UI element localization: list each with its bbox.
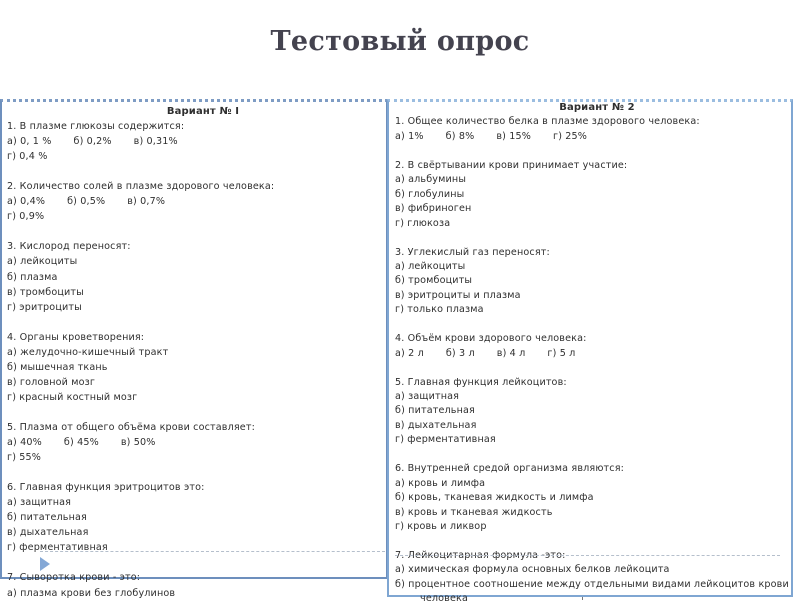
option: в) дыхательная xyxy=(7,527,89,539)
option: г) эритроциты xyxy=(7,301,82,313)
option: г) 5 л xyxy=(547,347,576,359)
option: б) 0,2% xyxy=(73,136,112,148)
v2-q1-options xyxy=(395,130,795,144)
option: б) 45% xyxy=(63,437,99,449)
option: б) глобулины xyxy=(395,188,465,200)
variant-2-heading: Вариант № 2 xyxy=(559,102,635,113)
option: г) ферментативная xyxy=(395,434,496,446)
option: а) 0, 1 % xyxy=(7,136,52,148)
option: б) питательная xyxy=(7,512,87,524)
option: а) лейкоциты xyxy=(7,256,78,268)
option: г) 0,9% xyxy=(7,211,45,223)
play-triangle-icon[interactable] xyxy=(40,557,50,571)
page-title: Тестовый опрос xyxy=(270,26,530,57)
v1-question-6: 6. Главная функция эритроцитов это: xyxy=(7,482,205,494)
option: б) плазма xyxy=(7,271,58,283)
variant-1-content xyxy=(7,104,385,601)
option: в) фибриноген xyxy=(395,203,472,215)
page-break-line xyxy=(395,555,780,556)
option: б) кровь, тканевая жидкость и лимфа xyxy=(395,492,594,504)
option: б) процентное соотношение между отдельными видами лейкоцитов крови xyxy=(395,578,789,590)
v2-question-2: 2. В свёртывании крови принимает участие: xyxy=(395,159,628,171)
option: г) 25% xyxy=(553,130,588,142)
v2-question-3: 3. Углекислый газ переносят: xyxy=(395,246,550,258)
option: г) ферментативная xyxy=(7,542,108,554)
option: а) лейкоциты xyxy=(395,260,466,272)
v2-question-1: 1. Общее количество белка в плазме здорового человека: xyxy=(395,116,700,128)
v2-question-5: 5. Главная функция лейкоцитов: xyxy=(395,376,567,388)
option: г) глюкоза xyxy=(395,217,451,229)
option: а) 40% xyxy=(7,437,42,449)
option: в) головной мозг xyxy=(7,376,96,388)
option: в) 0,31% xyxy=(133,136,178,148)
option: г) 55% xyxy=(7,452,42,464)
option: а) защитная xyxy=(395,391,460,402)
option: б) питательная xyxy=(395,405,475,417)
variant-2-content xyxy=(395,101,795,607)
option: в) 4 л xyxy=(496,347,526,359)
option: а) защитная xyxy=(7,497,72,509)
v1-q1-options xyxy=(7,134,385,149)
option: в) кровь и тканевая жидкость xyxy=(395,506,553,518)
option: б) 3 л xyxy=(445,347,475,359)
option-continuation: человека xyxy=(420,593,469,605)
option: б) 0,5% xyxy=(67,196,106,208)
v1-question-5: 5. Плазма от общего объёма крови составляет: xyxy=(7,421,255,433)
option: в) эритроциты и плазма xyxy=(395,289,521,301)
option: а) плазма крови без глобулинов xyxy=(7,587,176,599)
option: в) 15% xyxy=(496,130,532,142)
v1-question-1: 1. В плазме глюкозы содержится: xyxy=(7,121,185,133)
v1-question-4: 4. Органы кроветворения: xyxy=(7,331,145,343)
option: а) 1% xyxy=(395,130,424,142)
page-break-line xyxy=(40,551,385,552)
option: а) кровь и лимфа xyxy=(395,477,486,489)
option: а) альбумины xyxy=(395,174,467,186)
option: в) дыхательная xyxy=(395,419,477,431)
v1-question-2: 2. Количество солей в плазме здорового человека: xyxy=(7,181,275,193)
variant-1-heading: Вариант № I xyxy=(166,106,240,117)
option: г) только плазма xyxy=(395,304,484,316)
option: б) тромбоциты xyxy=(395,275,473,287)
v2-question-6: 6. Внутренней средой организма являются: xyxy=(395,463,625,475)
v1-q5-options xyxy=(7,435,385,450)
v1-q2-options xyxy=(7,194,385,209)
option: а) 2 л xyxy=(395,347,424,359)
option: г) кровь и ликвор xyxy=(395,521,487,533)
option: в) 0,7% xyxy=(127,196,166,208)
v1-question-7: 7. Сыворотка крови - это: xyxy=(7,572,141,584)
option: б) мышечная ткань xyxy=(7,361,108,373)
option: г) красный костный мозг xyxy=(7,391,138,403)
option: б) 8% xyxy=(445,130,475,142)
option: а) желудочно-кишечный тракт xyxy=(7,346,169,358)
option: г) 0,4 % xyxy=(7,151,48,163)
option: а) 0,4% xyxy=(7,196,46,208)
option: в) тромбоциты xyxy=(7,286,84,298)
v2-question-4: 4. Объём крови здорового человека: xyxy=(395,333,587,345)
v2-question-7: 7. Лейкоцитарная формула -это: xyxy=(395,549,566,561)
option: в) 50% xyxy=(120,437,156,449)
v1-question-3: 3. Кислород переносят: xyxy=(7,241,131,253)
option: а) химическая формула основных белков лейкоцита xyxy=(395,564,670,576)
v2-q4-options xyxy=(395,347,795,361)
